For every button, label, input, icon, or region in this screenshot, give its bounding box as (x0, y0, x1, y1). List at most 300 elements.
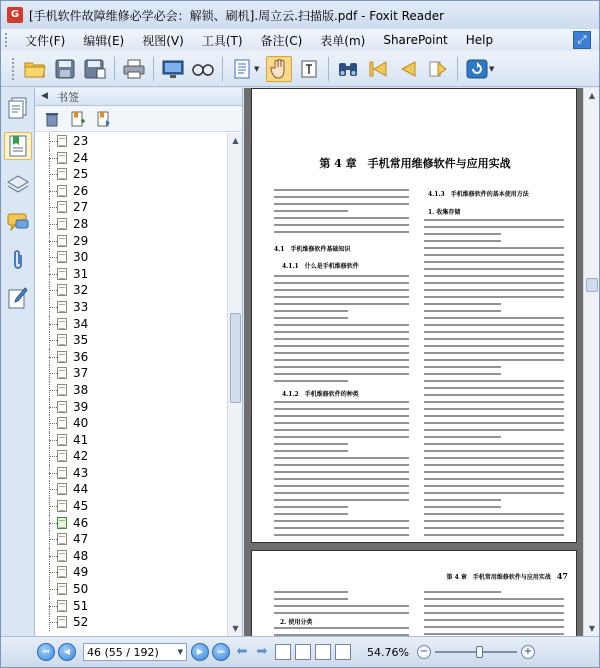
title-bar (1, 1, 599, 29)
text-line (274, 527, 409, 529)
menu-edit[interactable]: 编辑(E) (83, 33, 125, 48)
tree-branch (49, 307, 57, 308)
tree-branch (49, 141, 57, 142)
search-button[interactable] (335, 56, 361, 82)
tree-branch (49, 423, 57, 424)
bookmark-item[interactable] (35, 465, 227, 482)
text-line (274, 499, 409, 501)
text-line (424, 598, 564, 600)
bookmark-item[interactable] (35, 531, 227, 548)
tree-branch (49, 191, 57, 192)
text-line (424, 450, 564, 452)
text-line (274, 478, 409, 480)
page-running-header (447, 571, 569, 581)
text-line (424, 233, 501, 235)
bookmark-page-icon (57, 450, 67, 462)
bookmark-item[interactable] (35, 332, 227, 349)
bookmark-label: 44 (73, 482, 89, 497)
bookmark-item[interactable] (35, 515, 227, 532)
select-text-button[interactable] (296, 56, 322, 82)
bookmark-page-icon (57, 235, 67, 247)
bookmark-page-icon (57, 351, 67, 363)
bookmark-item[interactable] (35, 299, 227, 316)
bookmark-page-icon (57, 268, 67, 280)
bookmark-scrollbar[interactable] (227, 133, 242, 636)
bookmark-page-icon (57, 152, 67, 164)
save-as-icon (84, 59, 106, 79)
bookmark-label: 51 (73, 598, 89, 613)
tree-branch (49, 174, 57, 175)
text-line (424, 527, 564, 529)
bookmark-page-icon (57, 367, 67, 379)
screen-icon (162, 59, 184, 79)
text-line (424, 612, 564, 614)
tree-branch (49, 473, 57, 474)
text-line (424, 605, 564, 607)
text-line (274, 196, 409, 198)
text-line (274, 289, 409, 291)
text-line (274, 627, 409, 629)
section-heading: 4.1.1 什么是手机维修软件 (282, 263, 359, 270)
text-line (274, 520, 409, 522)
text-line (424, 247, 564, 249)
text-line (274, 464, 409, 466)
hand-tool-button[interactable] (266, 56, 292, 82)
first-page-nav-button[interactable]: ⏮ (37, 643, 55, 661)
text-line (424, 268, 564, 270)
text-line (424, 513, 564, 515)
bookmark-item[interactable] (35, 581, 227, 598)
bookmark-label: 23 (73, 134, 89, 148)
bookmark-item[interactable] (35, 432, 227, 449)
bookmark-label: 40 (73, 416, 89, 431)
tree-branch (49, 357, 57, 358)
last-page-nav-button[interactable]: ⏭ (212, 643, 230, 661)
section-heading: 4.1.2 手机维修软件的种类 (282, 391, 359, 398)
bookmark-item[interactable] (35, 598, 227, 615)
text-line (274, 352, 409, 354)
bookmark-page-icon (57, 550, 67, 562)
menu-help[interactable]: Help (465, 33, 494, 47)
text-line (424, 633, 564, 635)
comments-panel-button[interactable] (4, 208, 32, 236)
text-line (274, 275, 409, 277)
bookmark-label: 48 (73, 548, 89, 563)
back-arrow-icon[interactable]: ⬅ (236, 644, 248, 659)
layers-icon (7, 174, 29, 194)
bookmark-item[interactable] (35, 498, 227, 515)
text-line (274, 296, 409, 298)
tree-branch (49, 158, 57, 159)
bookmark-item[interactable] (35, 216, 227, 233)
bookmark-page-icon (57, 185, 67, 197)
tree-branch (49, 572, 57, 573)
menu-tools[interactable]: 工具(T) (201, 33, 243, 48)
text-line (424, 310, 501, 312)
next-page-icon (428, 60, 448, 78)
section-heading: 4.1.3 手机维修软件的基本使用方法 (428, 191, 529, 198)
attachments-icon (10, 249, 26, 271)
bookmarks-panel-button[interactable] (4, 132, 32, 160)
rotate-button[interactable] (464, 56, 490, 82)
tree-branch (49, 407, 57, 408)
bookmark-item[interactable] (35, 481, 227, 498)
text-line (274, 331, 409, 333)
expand-bookmark-icon (96, 111, 112, 127)
bookmark-item[interactable] (35, 349, 227, 366)
print-icon (123, 59, 145, 79)
text-line (424, 619, 564, 621)
section-heading: 4.1 手机维修软件基础知识 (274, 246, 351, 253)
text-line (424, 345, 564, 347)
save-icon (55, 59, 75, 79)
text-line (274, 324, 409, 326)
text-line (424, 352, 564, 354)
bookmark-page-icon (57, 467, 67, 479)
bookmark-label: 38 (73, 382, 89, 397)
bookmark-label: 41 (73, 432, 89, 447)
text-line (274, 380, 348, 382)
layers-panel-button[interactable] (4, 170, 32, 198)
section-heading: 2. 使用分类 (280, 619, 313, 626)
tree-branch (49, 290, 57, 291)
save-button[interactable] (52, 56, 78, 82)
bookmark-label: 46 (73, 515, 89, 530)
comments-icon (7, 212, 29, 232)
page-view-icon (233, 59, 251, 79)
bookmarks-toolbar (35, 106, 242, 132)
tree-branch (49, 274, 57, 275)
text-line (424, 226, 564, 228)
pdf-page-47 (251, 550, 577, 636)
bookmark-page-icon (57, 168, 67, 180)
bookmark-page-icon (57, 218, 67, 230)
text-line (424, 240, 501, 242)
bookmark-page-icon (57, 318, 67, 330)
text-line (424, 380, 564, 382)
chevron-down-icon[interactable]: ▼ (177, 648, 183, 656)
bookmark-page-icon (57, 284, 67, 296)
bookmark-item[interactable] (35, 150, 227, 167)
document-scroll-thumb[interactable] (586, 278, 598, 292)
text-line (274, 429, 409, 431)
scroll-up-arrow-icon[interactable]: ▲ (588, 91, 596, 100)
bookmark-label: 45 (73, 499, 89, 514)
text-line (424, 254, 564, 256)
pages-panel-button[interactable] (4, 94, 32, 122)
trash-icon (45, 111, 59, 127)
bookmark-item[interactable] (35, 282, 227, 299)
bookmarks-icon (8, 135, 28, 157)
bookmark-label: 50 (73, 582, 89, 597)
text-line (424, 499, 501, 501)
bookmark-label: 30 (73, 250, 89, 265)
open-icon (24, 60, 46, 78)
bookmark-item[interactable] (35, 183, 227, 200)
menu-grip[interactable] (5, 33, 8, 47)
text-line (424, 282, 564, 284)
bookmark-item[interactable] (35, 133, 227, 150)
text-line (274, 605, 409, 607)
toolbar-separator (222, 57, 223, 81)
text-line (274, 303, 409, 305)
text-line (424, 401, 564, 403)
search-binoculars-icon (337, 60, 359, 78)
bookmarks-panel-header (35, 88, 242, 106)
restore-window-button[interactable]: ⤢ (573, 31, 591, 49)
rotate-icon (466, 59, 488, 79)
bookmark-item[interactable] (35, 233, 227, 250)
menu-sharepoint[interactable]: SharePoint (383, 33, 448, 47)
previous-page-button[interactable] (395, 56, 421, 82)
text-line (424, 626, 564, 628)
text-line (274, 450, 348, 452)
text-line (274, 513, 348, 515)
bookmark-label: 29 (73, 233, 89, 248)
rotate-dropdown[interactable]: ▼ (489, 64, 495, 73)
tree-branch (49, 373, 57, 374)
bookmark-label: 37 (73, 366, 89, 381)
toolbar-separator (328, 57, 329, 81)
text-line (424, 408, 564, 410)
menu-bar (1, 29, 599, 51)
find-button[interactable] (190, 56, 216, 82)
text-line (274, 217, 409, 219)
document-view[interactable] (244, 88, 583, 636)
text-line (424, 485, 564, 487)
scroll-up-arrow-icon[interactable]: ▲ (232, 136, 239, 145)
text-line (274, 436, 409, 438)
screen-button[interactable] (160, 56, 186, 82)
text-line (424, 296, 564, 298)
text-line (424, 366, 501, 368)
text-line (274, 203, 409, 205)
text-line (424, 478, 564, 480)
text-line (424, 261, 564, 263)
text-line (274, 612, 409, 614)
hand-tool-icon (270, 59, 288, 79)
bookmark-label: 39 (73, 399, 89, 414)
first-page-button[interactable] (365, 56, 391, 82)
text-line (424, 394, 564, 396)
tree-branch (49, 622, 57, 623)
text-line (424, 219, 564, 221)
bookmark-item[interactable] (35, 548, 227, 565)
select-text-icon (300, 59, 318, 79)
window-title: [手机软件故障维修必学必会：解锁、刷机].周立云.扫描版.pdf - Foxit Reader (29, 8, 445, 23)
bookmark-label: 42 (73, 449, 89, 464)
menu-comments[interactable]: 备注(C) (260, 33, 303, 48)
bookmark-label: 34 (73, 316, 89, 331)
text-line (274, 485, 409, 487)
bookmark-label: 43 (73, 465, 89, 480)
attachments-panel-button[interactable] (4, 246, 32, 274)
text-line (424, 275, 564, 277)
bookmark-item[interactable] (35, 316, 227, 333)
tree-branch (49, 390, 57, 391)
status-bar (1, 636, 599, 667)
bookmark-page-icon (57, 201, 67, 213)
menu-file[interactable]: 文件(F) (25, 33, 66, 48)
tree-branch (49, 556, 57, 557)
tree-branch (49, 257, 57, 258)
text-line (274, 231, 409, 233)
text-line (424, 303, 501, 305)
continuous-view-icon[interactable] (295, 644, 311, 660)
text-line (424, 359, 564, 361)
bookmark-item[interactable] (35, 614, 227, 631)
text-line (424, 457, 564, 459)
toolbar-separator (114, 57, 115, 81)
bookmark-label: 25 (73, 167, 89, 182)
text-line (274, 224, 409, 226)
text-line (274, 282, 409, 284)
next-page-button[interactable] (425, 56, 451, 82)
tree-branch (49, 606, 57, 607)
page-number: 47 (556, 571, 568, 581)
expand-bookmark-button[interactable] (95, 110, 113, 128)
bookmark-item[interactable] (35, 166, 227, 183)
bookmark-label: 27 (73, 200, 89, 215)
scroll-down-arrow-icon[interactable]: ▼ (232, 624, 239, 633)
page-view-button[interactable] (229, 56, 255, 82)
toolbar-grip[interactable] (12, 58, 15, 80)
delete-bookmark-button[interactable] (43, 110, 61, 128)
bookmark-page-icon (57, 401, 67, 413)
bookmark-page-icon (57, 566, 67, 578)
page-number-value: 46 (55 / 192) (87, 645, 159, 659)
zoom-level: 54.76% (367, 645, 409, 659)
bookmark-item[interactable] (35, 448, 227, 465)
toolbar-separator (153, 57, 154, 81)
document-scrollbar[interactable] (583, 88, 599, 636)
tree-branch (49, 224, 57, 225)
tree-branch (49, 440, 57, 441)
running-header-text: 第 4 章 手机常用维修软件与应用实战 (446, 574, 551, 581)
text-line (274, 189, 409, 191)
bookmark-item[interactable] (35, 399, 227, 416)
text-line (424, 436, 501, 438)
zoom-slider-knob[interactable] (476, 646, 483, 658)
text-line (274, 457, 409, 459)
pdf-page-46 (251, 88, 577, 543)
bookmark-label: 47 (73, 532, 89, 547)
continuous-facing-view-icon[interactable] (335, 644, 351, 660)
bookmark-item[interactable] (35, 564, 227, 581)
text-line (274, 422, 409, 424)
tree-branch (49, 523, 57, 524)
bookmark-label: 32 (73, 283, 89, 298)
add-bookmark-button[interactable] (69, 110, 87, 128)
next-page-nav-button[interactable]: ▶ (191, 643, 209, 661)
bookmark-label: 28 (73, 216, 89, 231)
text-line (424, 338, 564, 340)
bookmark-page-icon (57, 135, 67, 147)
facing-view-icon[interactable] (315, 644, 331, 660)
menu-view[interactable]: 视图(V) (142, 33, 184, 48)
tree-branch (49, 589, 57, 590)
bookmark-page-icon (57, 301, 67, 313)
text-line (424, 591, 501, 593)
bookmark-label: 31 (73, 266, 89, 281)
bookmark-label: 33 (73, 299, 89, 314)
bookmark-page-icon (57, 384, 67, 396)
text-line (424, 534, 564, 536)
bookmark-item[interactable] (35, 199, 227, 216)
bookmark-item[interactable] (35, 415, 227, 432)
forward-arrow-icon[interactable]: ➡ (256, 644, 268, 659)
text-line (274, 366, 409, 368)
text-line (424, 317, 564, 319)
text-line (424, 289, 564, 291)
bookmark-page-icon (57, 533, 67, 545)
text-line (424, 520, 564, 522)
tree-branch (49, 241, 57, 242)
single-page-view-icon[interactable] (275, 644, 291, 660)
text-line (424, 324, 564, 326)
bookmark-label: 35 (73, 333, 89, 348)
save-as-button[interactable] (82, 56, 108, 82)
signatures-icon (8, 287, 28, 309)
page-number-input[interactable] (83, 643, 187, 661)
text-line (274, 210, 348, 212)
bookmark-item[interactable] (35, 365, 227, 382)
bookmark-item[interactable] (35, 249, 227, 266)
tree-branch (49, 340, 57, 341)
zoom-out-button[interactable]: − (417, 645, 431, 659)
menu-forms[interactable]: 表单(m) (320, 33, 366, 48)
text-line (274, 373, 409, 375)
bookmark-page-icon (57, 251, 67, 263)
text-line (274, 534, 409, 536)
text-line (274, 345, 409, 347)
navigation-panel-strip (1, 88, 35, 636)
bookmarks-panel-title: 书签 (57, 90, 79, 104)
page-view-dropdown[interactable]: ▼ (254, 64, 260, 73)
bookmark-label: 24 (73, 150, 89, 165)
collapse-panel-icon[interactable]: ◀ (41, 91, 48, 101)
bookmark-page-icon (57, 500, 67, 512)
tree-branch (49, 456, 57, 457)
bookmark-page-icon (57, 616, 67, 628)
bookmark-item[interactable] (35, 382, 227, 399)
text-line (274, 415, 409, 417)
signatures-panel-button[interactable] (4, 284, 32, 312)
scroll-down-arrow-icon[interactable]: ▼ (588, 624, 596, 633)
text-line (424, 443, 564, 445)
bookmark-page-icon (57, 434, 67, 446)
zoom-slider[interactable] (435, 645, 517, 659)
open-button[interactable] (22, 56, 48, 82)
toolbar-separator (457, 57, 458, 81)
text-line (274, 408, 409, 410)
bookmark-page-icon (57, 417, 67, 429)
previous-page-icon (398, 60, 418, 78)
print-button[interactable] (121, 56, 147, 82)
text-line (274, 598, 348, 600)
bookmark-scroll-thumb[interactable] (230, 313, 241, 403)
bookmark-label: 26 (73, 183, 89, 198)
bookmark-item[interactable] (35, 266, 227, 283)
pages-icon (8, 97, 28, 119)
text-line (424, 506, 501, 508)
text-line (424, 331, 564, 333)
prev-page-nav-button[interactable]: ◀ (58, 643, 76, 661)
section-heading: 1. 收集存储 (428, 209, 461, 216)
tree-branch (49, 324, 57, 325)
text-line (424, 464, 564, 466)
zoom-in-button[interactable]: + (521, 645, 535, 659)
